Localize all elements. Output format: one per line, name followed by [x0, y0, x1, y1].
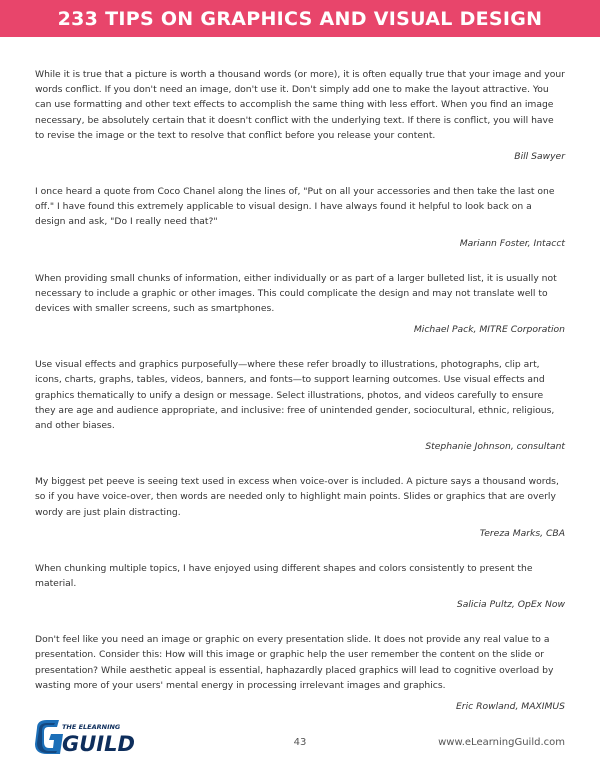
tip-item: [35, 271, 565, 338]
tip-author: Bill Sawyer: [514, 151, 565, 163]
page-header-title: 233 TIPS ON GRAPHICS AND VISUAL DESIGN: [57, 8, 543, 30]
tip-author: Tereza Marks, CBA: [479, 527, 565, 539]
tips-content: [35, 67, 565, 734]
tip-text: When chunking multiple topics, I have enjoyed using different shapes and colors consistently to present the material.: [35, 562, 533, 590]
tip-author: Salicia Pultz, OpEx Now: [456, 599, 565, 611]
tip-text: My biggest pet peeve is seeing text used in excess when voice-over is included. A picture says a thousand words, so if you have voice-over, then words are needed only to highlight main points. Slides or graphics that are overly wordy are just plain distracting.: [35, 476, 559, 518]
page-header-banner: [0, 0, 600, 37]
tip-author: Michael Pack, MITRE Corporation: [413, 324, 565, 336]
tip-item: [35, 357, 565, 454]
tip-item: [35, 67, 565, 164]
tip-item: [35, 561, 565, 612]
tip-text: When providing small chunks of information, either individually or as part of a larger bulleted list, it is usually not necessary to include a graphic or other images. This could complicate the design and may not translate well to devices with smaller screens, such as smartphones.: [35, 272, 557, 315]
footer-url[interactable]: www.eLearningGuild.com: [438, 737, 565, 748]
page-footer: [0, 718, 600, 776]
tip-text: Use visual effects and graphics purposefully—where these refer broadly to illustrations, photographs, clip art, icons, charts, graphs, tables, videos, banners, and fonts—to support learning outcomes. Use visual effects and graphics thematically to unify a design or message. Select illustrations, photos, and videos carefully to ensure they are age and audience appropriate, and inclusive: free of unintended gender, sociocultural, ethnic, religious, and other biases.: [35, 359, 555, 432]
tip-author: Stephanie Johnson, consultant: [425, 441, 565, 453]
page-number: 43: [293, 737, 307, 748]
tip-text: Don't feel like you need an image or graphic on every presentation slide. It does not provide any real value to a presentation. Consider this: How will this image or graphic help the user remember the content on the slide or presentation? While aesthetic appeal is essential, haphazardly placed graphics will lead to cognitive overload by wasting more of your users' mental energy in processing irrelevant images and graphics.: [35, 634, 554, 691]
elearning-guild-logo: [33, 718, 135, 756]
tip-author: Mariann Foster, Intacct: [459, 237, 565, 249]
tip-text: I once heard a quote from Coco Chanel along the lines of, "Put on all your accessories and then take the last one off." I have found this extremely applicable to visual design. I have always found it helpful to look back on a design and ask, "Do I really need that?": [35, 186, 555, 228]
tip-item: [35, 184, 565, 251]
logo-top-text: THE ELEARNING: [62, 723, 121, 731]
tip-item: [35, 632, 565, 714]
tip-text: While it is true that a picture is worth a thousand words (or more), it is often equally true that your image and your words conflict. If you don't need an image, don't use it. Don't simply add one to make the layout attractive. You can use formatting and other text effects to accomplish the same thing with less effort. When you find an image necessary, be absolutely certain that it doesn't conflict with the underlying text. If there is conflict, you will have to revise the image or the text to resolve that conflict before you release your content.: [35, 69, 565, 141]
tip-author: Eric Rowland, MAXIMUS: [455, 701, 565, 713]
logo-main-text: GUILD: [62, 732, 135, 756]
tip-item: [35, 474, 565, 541]
